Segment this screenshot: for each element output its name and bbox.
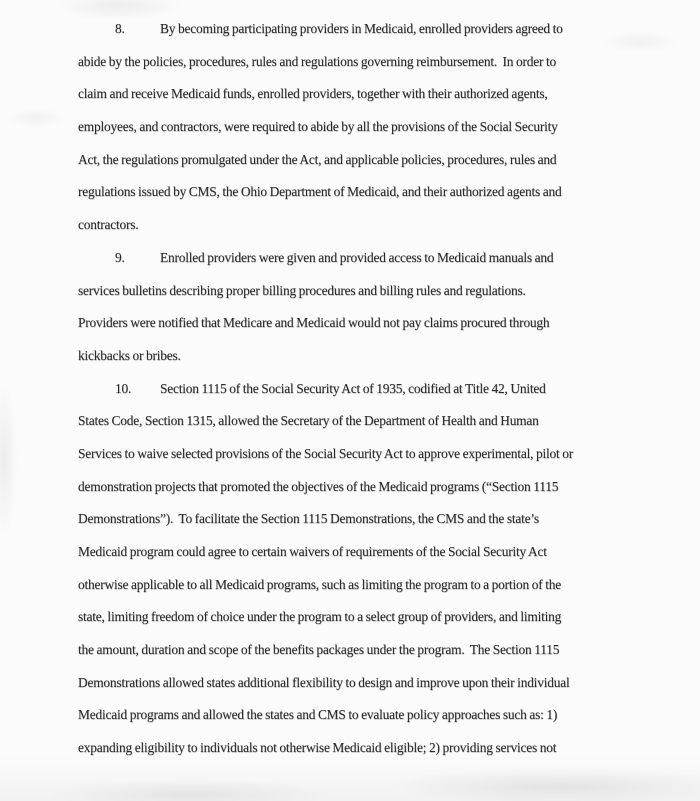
document-line bbox=[78, 275, 638, 308]
document-line bbox=[78, 46, 638, 79]
document-line-text: Section 1115 of the Social Security Act of 1935, codified at Title 42, United bbox=[160, 380, 546, 396]
document-line bbox=[78, 569, 638, 602]
document-line bbox=[78, 111, 638, 144]
document-line bbox=[78, 13, 638, 46]
document-line-text: state, limiting freedom of choice under the program to a select group of providers, and limiting bbox=[78, 609, 562, 625]
document-line-text: Act, the regulations promulgated under the Act, and applicable policies, procedures, rules and bbox=[78, 151, 557, 167]
document-body bbox=[78, 13, 638, 765]
document-line-text: Medicaid programs and allowed the states and CMS to evaluate policy approaches such as: 1) bbox=[78, 707, 558, 723]
document-line bbox=[78, 340, 638, 373]
document-line bbox=[78, 242, 638, 275]
document-line-text: kickbacks or bribes. bbox=[78, 347, 181, 363]
document-line-text: By becoming participating providers in Medicaid, enrolled providers agreed to bbox=[160, 21, 563, 36]
document-line bbox=[78, 634, 638, 667]
document-line bbox=[78, 307, 638, 340]
document-line bbox=[78, 78, 638, 111]
document-line bbox=[78, 209, 638, 242]
document-line-text: employees, and contractors, were required to abide by all the provisions of the Social Security bbox=[78, 119, 558, 135]
document-line-text: Demonstrations”). To facilitate the Section 1115 Demonstrations, the CMS and the state’s bbox=[78, 511, 539, 527]
paragraph-number: 9. bbox=[115, 249, 125, 265]
document-line-text: expanding eligibility to individuals not otherwise Medicaid eligible; 2) providing services not bbox=[78, 740, 557, 756]
document-line bbox=[78, 699, 638, 732]
document-line bbox=[78, 144, 638, 177]
document-line bbox=[78, 438, 638, 471]
paragraph-number: 8. bbox=[115, 21, 125, 36]
document-line bbox=[78, 732, 638, 765]
document-line bbox=[78, 667, 638, 700]
document-line-text: otherwise applicable to all Medicaid programs, such as limiting the program to a portion of the bbox=[78, 576, 561, 592]
document-line bbox=[78, 471, 638, 504]
document-line-text: Providers were notified that Medicare and Medicaid would not pay claims procured through bbox=[78, 315, 550, 331]
document-line-text: Demonstrations allowed states additional flexibility to design and improve upon their individual bbox=[78, 674, 570, 690]
document-line-text: claim and receive Medicaid funds, enrolled providers, together with their authorized agents, bbox=[78, 86, 548, 102]
document-line-text: demonstration projects that promoted the objectives of the Medicaid programs (“Section 1115 bbox=[78, 478, 559, 494]
document-line bbox=[78, 601, 638, 634]
document-line bbox=[78, 176, 638, 209]
document-line-text: States Code, Section 1315, allowed the Secretary of the Department of Health and Human bbox=[78, 413, 539, 429]
document-line bbox=[78, 405, 638, 438]
document-line bbox=[78, 536, 638, 569]
document-line-text: Services to waive selected provisions of the Social Security Act to approve experimental, pilot or bbox=[78, 445, 574, 461]
document-line bbox=[78, 373, 638, 406]
document-line bbox=[78, 503, 638, 536]
document-line-text: regulations issued by CMS, the Ohio Department of Medicaid, and their authorized agents and bbox=[78, 184, 562, 200]
paragraph-number: 10. bbox=[115, 380, 132, 396]
document-line-text: Enrolled providers were given and provided access to Medicaid manuals and bbox=[160, 249, 554, 265]
document-line-text: services bulletins describing proper billing procedures and billing rules and regulations. bbox=[78, 282, 526, 298]
document-line-text: Medicaid program could agree to certain waivers of requirements of the Social Security Act bbox=[78, 544, 547, 559]
document-line-text: the amount, duration and scope of the benefits packages under the program. The Section 1115 bbox=[78, 642, 560, 658]
document-line-text: abide by the policies, procedures, rules and regulations governing reimbursement. In order to bbox=[78, 53, 556, 69]
document-line-text: contractors. bbox=[78, 217, 139, 233]
